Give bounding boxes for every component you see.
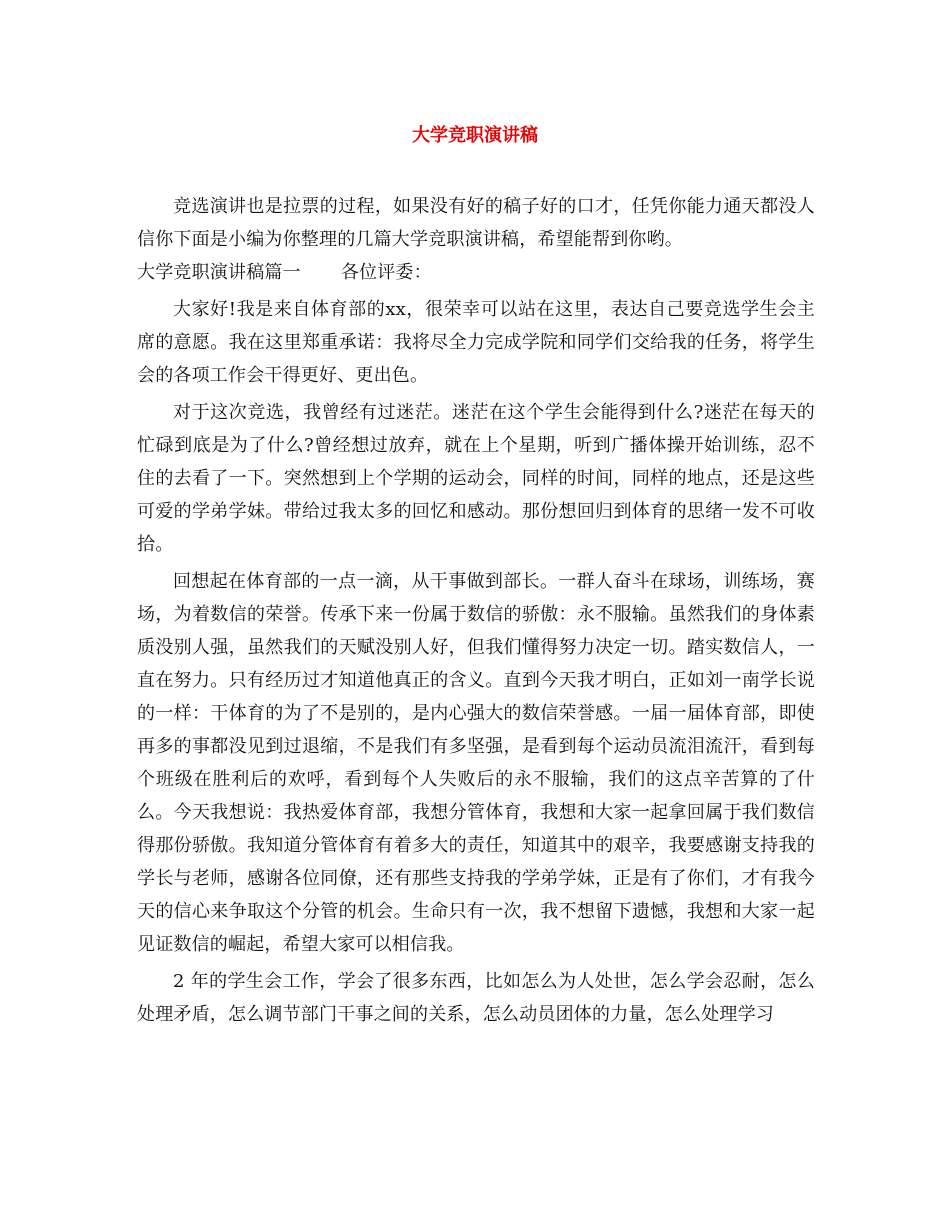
body-paragraph-3: 回想起在体育部的一点一滴，从干事做到部长。一群人奋斗在球场，训练场，赛场，为着数信的荣誉。传承下来一份属于数信的骄傲：永不服输。虽然我们的身体素质没别人强，虽然我们的天赋没别人好，但我们懂得努力决定一切。踏实数信人，一直在努力。只有经历过才知道他真正的含义。直到今天我才明白，正如刘一南学长说的一样：干体育的为了不是别的，是内心强大的数信荣誉感。一届一届体育部，即使再多的事都没见到过退缩，不是我们有多坚强，是看到每个运动员流泪流汗，看到每个班级在胜利后的欢呼，看到每个人失败后的永不服输，我们的这点辛苦算的了什么。今天我想说：我热爱体育部，我想分管体育，我想和大家一起拿回属于我们数信得那份骄傲。我知道分管体育有着多大的责任，知道其中的艰辛，我要感谢支持我的学长与老师，感谢各位同僚，还有那些支持我的学弟学妹，正是有了你们，才有我今天的信心来争取这个分管的机会。生命只有一次，我不想留下遗憾，我想和大家一起见证数信的崛起，希望大家可以相信我。 — [137, 571, 815, 955]
body-paragraph-4: 2 年的学生会工作，学会了很多东西，比如怎么为人处世，怎么学会忍耐，怎么处理矛盾，怎么调节部门干事之间的关系，怎么动员团体的力量，怎么处理学习 — [137, 971, 815, 1025]
section-heading-line — [137, 256, 815, 289]
salutation: 各位评委： — [340, 262, 432, 283]
document-title: 大学竞职演讲稿 — [412, 125, 538, 146]
body-paragraph-1: 大家好!我是来自体育部的xx，很荣幸可以站在这里，表达自己要竞选学生会主席的意愿。我在这里郑重承诺：我将尽全力完成学院和同学们交给我的任务，将学生会的各项工作会干得更好、更出色。 — [137, 299, 815, 386]
document-body — [137, 190, 815, 1035]
body-paragraph-2: 对于这次竞选，我曾经有过迷茫。迷茫在这个学生会能得到什么?迷茫在每天的忙碌到底是为了什么?曾经想过放弃，就在上个星期，听到广播体操开始训练，忍不住的去看了一下。突然想到上个学期的运动会，同样的时间，同样的地点，还是这些可爱的学弟学妹。带给过我太多的回忆和感动。那份想回归到体育的思绪一发不可收拾。 — [137, 402, 815, 555]
intro-paragraph: 竞选演讲也是拉票的过程，如果没有好的稿子好的口才，任凭你能力通天都没人信你下面是小编为你整理的几篇大学竞职演讲稿，希望能帮到你哟。 — [137, 196, 815, 250]
section-heading: 大学竞职演讲稿篇一 — [137, 262, 301, 283]
